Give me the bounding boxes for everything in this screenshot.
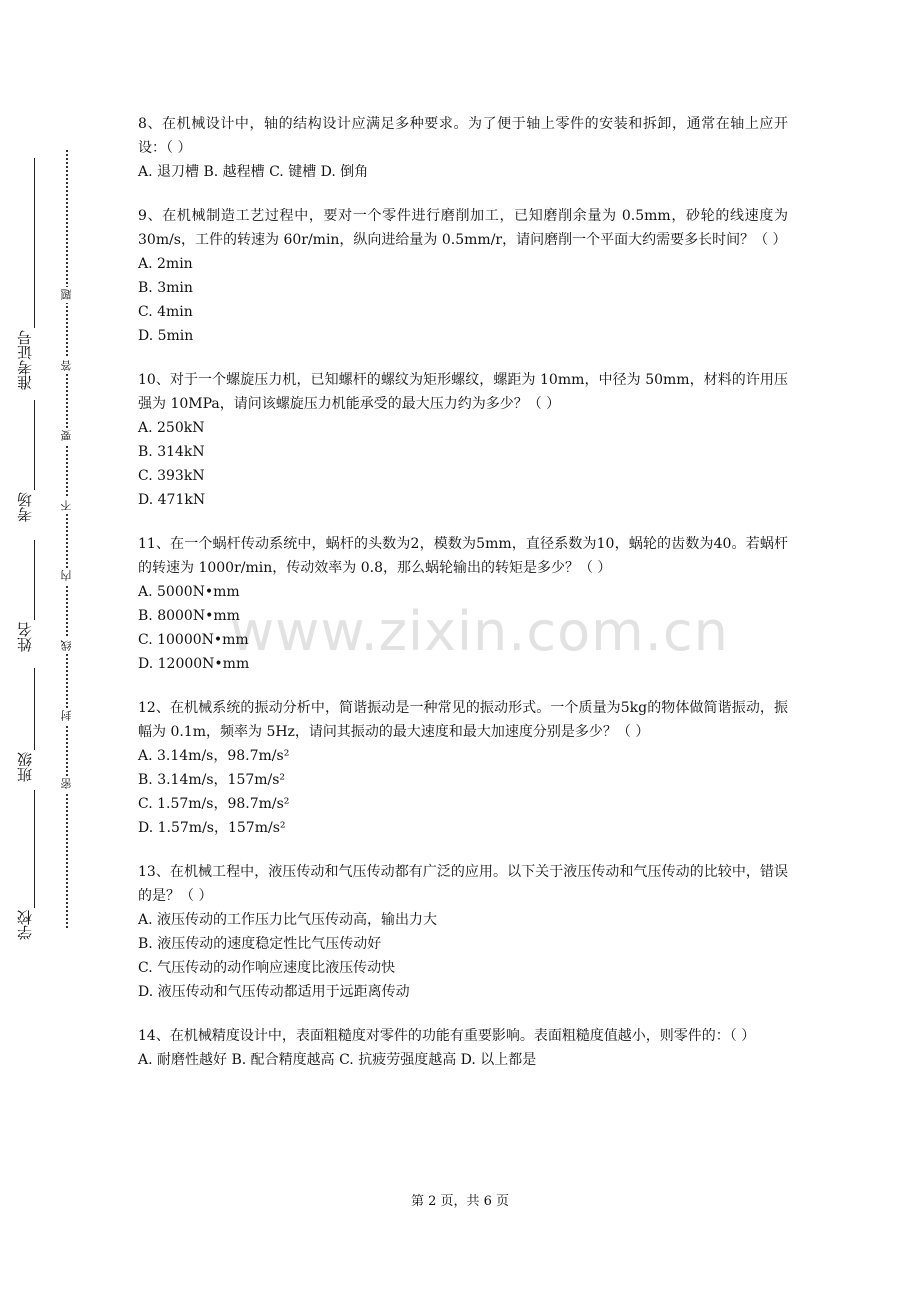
option-b: B. 8000N•mm [138, 608, 240, 624]
question-text: 9、在机械制造工艺过程中，要对一个零件进行磨削加工，已知磨削余量为 0.5mm，砂轮的线速度为 30m/s，工件的转速为 60r/min，纵向进给量为 0.5mm/r，请问磨削一个平面大约需要多长时间？（ ） [138, 208, 788, 248]
seal-char: 答 [59, 358, 75, 374]
exam-number-underline [34, 158, 35, 328]
option-d: D. 1.57m/s，157m/s² [138, 820, 286, 836]
question-10 [138, 368, 788, 512]
student-name-underline [34, 540, 35, 620]
option-d: D. 12000N•mm [138, 656, 250, 672]
seal-char: 封 [59, 708, 75, 724]
exam-number-label: 准考证号 [16, 330, 34, 390]
seal-char: 密 [59, 776, 75, 792]
option-d: D. 5min [138, 328, 194, 344]
option-b: B. 314kN [138, 444, 205, 460]
option-c: C. 1.57m/s，98.7m/s² [138, 796, 290, 812]
seal-dotted-line [66, 150, 68, 928]
option-a: A. 3.14m/s，98.7m/s² [138, 748, 290, 764]
option-list [138, 252, 788, 348]
question-14 [138, 1024, 788, 1072]
class-underline [34, 668, 35, 750]
question-text: 12、在机械系统的振动分析中，简谐振动是一种常见的振动形式。一个质量为5kg的物体做简谐振动，振幅为 0.1m，频率为 5Hz，请问其振动的最大速度和最大加速度分别是多少？（ ） [138, 700, 788, 740]
inline-options: A. 退刀槽 B. 越程槽 C. 键槽 D. 倒角 [138, 164, 369, 180]
question-text: 10、对于一个螺旋压力机，已知螺杆的螺纹为矩形螺纹，螺距为 10mm，中径为 50mm，材料的许用压强为 10MPa，请问该螺旋压力机能承受的最大压力约为多少？（ ） [138, 372, 788, 412]
seal-char: 不 [59, 498, 75, 514]
option-c: C. 10000N•mm [138, 632, 249, 648]
exam-room-underline [34, 400, 35, 490]
option-list [138, 744, 788, 840]
question-9 [138, 204, 788, 348]
watermark: www.zixin.com.cn [230, 600, 729, 663]
option-c: C. 气压传动的动作响应速度比液压传动快 [138, 960, 396, 976]
inline-options: A. 耐磨性越好 B. 配合精度越高 C. 抗疲劳强度越高 D. 以上都是 [138, 1052, 537, 1068]
student-name-label: 姓名 [16, 622, 34, 652]
seal-char: 要 [59, 428, 75, 444]
seal-char: 线 [59, 638, 75, 654]
question-12 [138, 696, 788, 840]
question-text: 14、在机械精度设计中，表面粗糙度对零件的功能有重要影响。表面粗糙度值越小，则零件的：（ ） [138, 1028, 756, 1044]
option-a: A. 2min [138, 256, 193, 272]
question-text: 8、在机械设计中，轴的结构设计应满足多种要求。为了便于轴上零件的安装和拆卸，通常在轴上应开设：（ ） [138, 116, 788, 156]
question-list [138, 112, 788, 1092]
option-d: D. 471kN [138, 492, 206, 508]
question-text: 11、在一个蜗杆传动系统中，蜗杆的头数为2，模数为5mm，直径系数为10，蜗轮的齿数为40。若蜗杆的转速为 1000r/min，传动效率为 0.8，那么蜗轮输出的转矩是多少？（ ） [138, 536, 788, 576]
seal-char: 题 [59, 287, 75, 303]
exam-room-label: 考场 [16, 492, 34, 522]
option-c: C. 4min [138, 304, 193, 320]
option-d: D. 液压传动和气压传动都适用于远距离传动 [138, 984, 410, 1000]
option-list [138, 416, 788, 512]
seal-char: 内 [59, 568, 75, 584]
binding-margin [0, 0, 90, 1302]
option-list [138, 580, 788, 676]
question-text: 13、在机械工程中，液压传动和气压传动都有广泛的应用。以下关于液压传动和气压传动的比较中，错误的是？（ ） [138, 864, 788, 904]
page-number: 第 2 页，共 6 页 [410, 1194, 510, 1209]
option-b: B. 液压传动的速度稳定性比气压传动好 [138, 936, 382, 952]
question-11 [138, 532, 788, 676]
option-list [138, 908, 788, 1004]
option-a: A. 5000N•mm [138, 584, 240, 600]
option-a: A. 液压传动的工作压力比气压传动高，输出力大 [138, 912, 438, 928]
question-13 [138, 860, 788, 1004]
option-c: C. 393kN [138, 468, 205, 484]
option-b: B. 3min [138, 280, 193, 296]
school-underline [34, 790, 35, 908]
option-b: B. 3.14m/s，157m/s² [138, 772, 286, 788]
option-a: A. 250kN [138, 420, 205, 436]
school-label: 学校 [16, 910, 34, 940]
question-8 [138, 112, 788, 184]
class-label: 班级 [16, 752, 34, 782]
